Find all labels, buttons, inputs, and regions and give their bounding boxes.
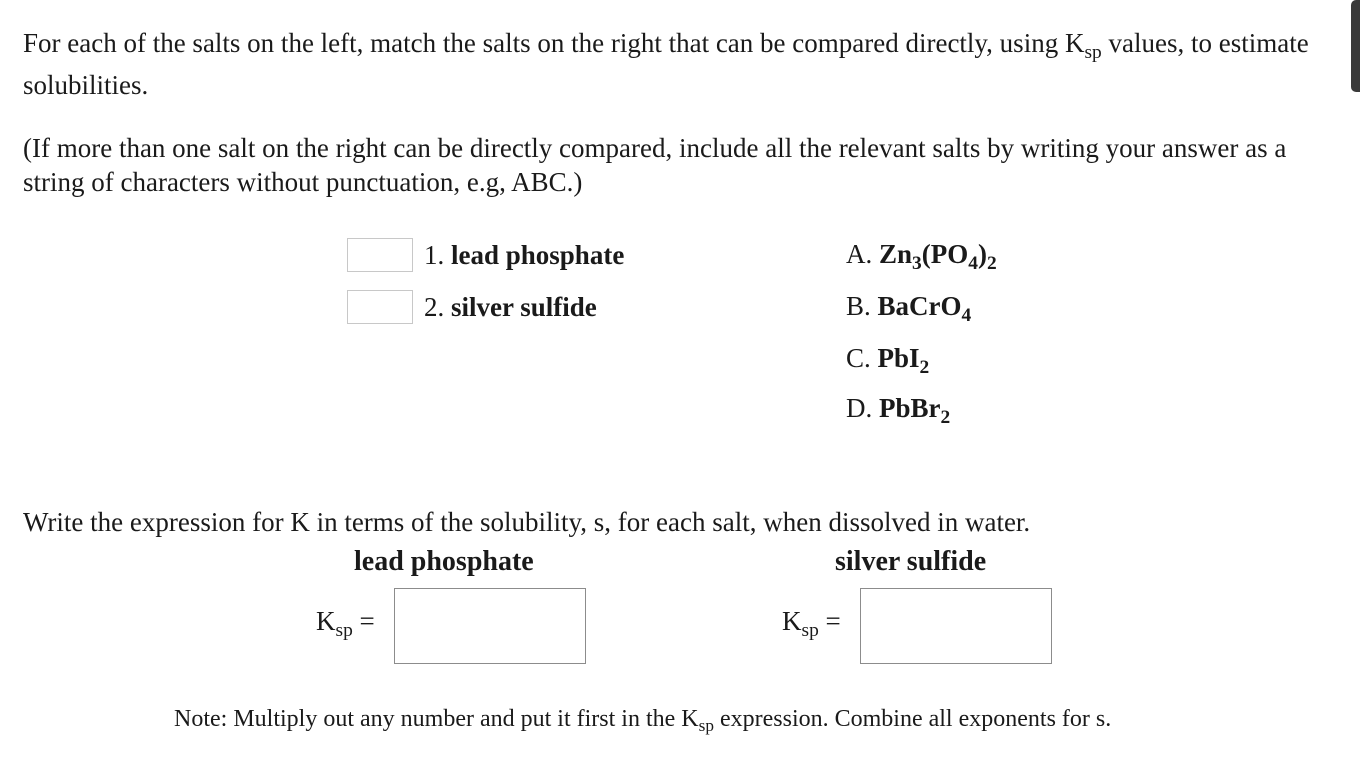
right-salt-item-b: B. BaCrO$_4$ — [846, 291, 972, 326]
right-salt-item-a: A. $Zn_3(PO_4)_2$ — [846, 239, 997, 274]
left-salt-item-1: 1. lead phosphate — [424, 240, 625, 270]
expression-heading: Write the expression for K in terms of the solubility, s, for each salt, when dissolved in water. — [23, 507, 1031, 537]
ksp-input-silver-sulfide[interactable] — [860, 588, 1052, 664]
instructions-text: For each of the salts on the left, match the salts on the right that can be compared directly, using $K_{sp}$ values, to estimate solubilities. — [23, 28, 1309, 100]
right-salt-item-c: C. PbI$_2$ — [846, 343, 930, 378]
ksp-input-lead-phosphate[interactable] — [394, 588, 586, 664]
right-salt-item-d: D. PbBr$_2$ — [846, 393, 951, 428]
note-text: Note: Multiply out any number and put it first in the $K_{sp}$ expression. Combine all exponents for s. — [174, 706, 1112, 736]
lead-phosphate-heading: lead phosphate — [354, 546, 534, 577]
silver-sulfide-heading: silver sulfide — [835, 546, 987, 577]
scrollbar-handle[interactable] — [1351, 0, 1360, 92]
ksp-label-silver-sulfide: $K_{sp}$ = — [782, 606, 841, 641]
answer-format-hint: (If more than one salt on the right can be directly compared, include all the relevant salts by writing your answer as a string of characters without punctuation, e.g, ABC.) — [23, 133, 1287, 197]
match-answer-input-2[interactable] — [347, 290, 413, 324]
ksp-label-lead-phosphate: $K_{sp}$ = — [316, 606, 375, 641]
match-answer-input-1[interactable] — [347, 238, 413, 272]
left-salt-item-2: 2. silver sulfide — [424, 292, 597, 322]
